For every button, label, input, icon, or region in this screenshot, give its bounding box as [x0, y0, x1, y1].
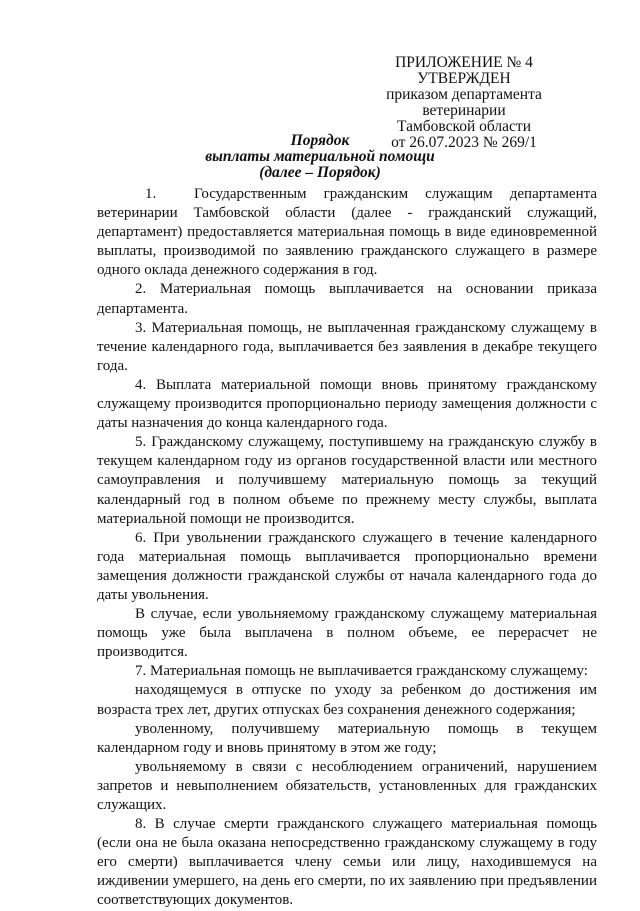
order-date-number: от 26.07.2023 № 269/1	[391, 134, 537, 151]
appendix-number: ПРИЛОЖЕНИЕ № 4	[395, 54, 533, 71]
paragraph-4: 4. Выплата материальной помощи вновь принятому гражданскому служащему производится пропорционально периоду замещения должности с даты назначения до конца календарного года.	[97, 376, 597, 432]
approved-label: УТВЕРЖДЕН	[417, 70, 511, 87]
paragraph-1-number: 1.	[145, 186, 157, 202]
paragraph-1-text: Государственным гражданским служащим департамента ветеринарии Тамбовской области (далее - гражданский служащий, департамент) предоставляется материальная помощь в виде единовременной выплаты, производимой по заявлению гражданского служащего в размере одного оклада денежного содержания в год.	[97, 186, 597, 279]
document-title	[0, 133, 640, 181]
paragraph-7-item-1: находящемуся в отпуске по уходу за ребенком до достижения им возраста трех лет, других отпусках без сохранения денежного содержания;	[97, 682, 597, 718]
paragraph-8: 8. В случае смерти гражданского служащего материальная помощь (если она не была оказана непосредственно гражданскому служащему в году его смерти) выплачивается члену семьи или лицу, находившемуся на иждивении умершего, на день его смерти, по их заявлению при предъявлении соответствующих документов.	[97, 816, 597, 909]
paragraph-2: 2. Материальная помощь выплачивается на основании приказа департамента.	[97, 281, 597, 317]
title-abbreviation: (далее – Порядок)	[259, 164, 381, 181]
title-subject: выплаты материальной помощи	[205, 148, 435, 165]
paragraph-7: 7. Материальная помощь не выплачивается гражданскому служащему:	[135, 663, 588, 680]
document-body	[97, 185, 597, 911]
paragraph-3: 3. Материальная помощь, не выплаченная гражданскому служащему в течение календарного года, выплачивается без заявления в декабре текущего года.	[97, 319, 597, 374]
paragraph-6: 6. При увольнении гражданского служащего в течение календарного года материальная помощь выплачивается пропорционально времени замещения должности гражданской службы от начала календарного года до даты увольнения.	[97, 529, 597, 603]
title-main: Порядок	[290, 132, 350, 149]
paragraph-6-continuation: В случае, если увольняемому гражданскому служащему материальная помощь уже была выплачена в полном объеме, ее перерасчет не производится.	[97, 606, 597, 661]
paragraph-7-item-2: уволенному, получившему материальную помощь в текущем календарном году и вновь принятому в этом же году;	[97, 720, 597, 756]
paragraph-7-item-3: увольняемому в связи с несоблюдением ограничений, нарушением запретов и невыполнением обязательств, установленных для гражданских служащих.	[97, 758, 597, 813]
paragraph-1	[97, 185, 597, 280]
paragraph-5: 5. Гражданскому служащему, поступившему на гражданскую службу в текущем календарном году из органов государственной власти или местного самоуправления и получившему материальную помощь за текущий календарный год в полном объеме по прежнему месту службы, выплата материальной помощи не производится.	[97, 434, 597, 527]
order-issuer: приказом департамента ветеринарии	[386, 86, 542, 119]
order-region: Тамбовской области	[397, 118, 531, 135]
